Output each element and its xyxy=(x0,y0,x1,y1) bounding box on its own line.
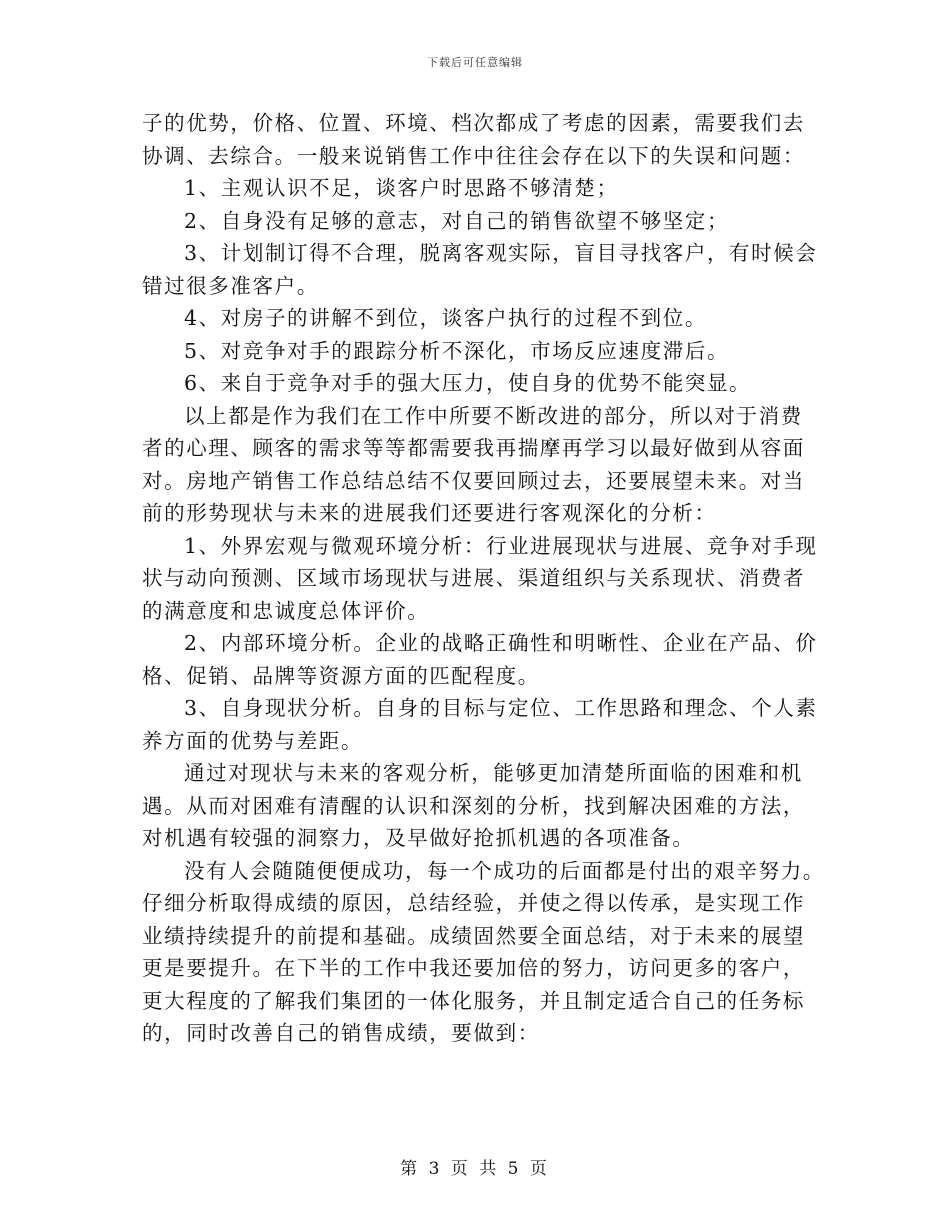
text-line: 1、主观认识不足，谈客户时思路不够清楚； xyxy=(184,176,619,200)
page-header: 下载后可任意编辑 xyxy=(427,56,523,69)
text-line: 更是要提升。在下半的工作中我还要加倍的努力，访问更多的客户， xyxy=(142,956,805,980)
text-line: 错过很多准客户。 xyxy=(142,273,319,298)
text-line: 3、计划制订得不合理，脱离客观实际，盲目寻找客户，有时候会 xyxy=(184,241,818,265)
text-line: 子的优势，价格、位置、环境、档次都成了考虑的因素，需要我们去 xyxy=(142,111,805,135)
text-line: 养方面的优势与差距。 xyxy=(142,728,363,753)
text-line: 以上都是作为我们在工作中所要不断改进的部分，所以对于消费 xyxy=(184,403,803,428)
text-line: 对机遇有较强的洞察力，及早做好抢抓机遇的各项准备。 xyxy=(142,826,695,850)
text-line: 更大程度的了解我们集团的一体化服务，并且制定适合自己的任务标 xyxy=(142,988,805,1013)
text-line: 5、对竞争对手的跟踪分析不深化，市场反应速度滞后。 xyxy=(184,338,730,363)
text-line: 格、促销、品牌等资源方面的匹配程度。 xyxy=(142,663,540,688)
text-line: 遇。从而对困难有清醒的认识和深刻的分析，找到解决困难的方法， xyxy=(142,793,805,818)
text-line: 通过对现状与未来的客观分析，能够更加清楚所面临的困难和机 xyxy=(184,761,803,785)
text-line: 者的心理、顾客的需求等等都需要我再揣摩再学习以最好做到从容面 xyxy=(142,436,805,460)
text-line: 对。房地产销售工作总结总结不仅要回顾过去，还要展望未来。对当 xyxy=(142,468,805,493)
page-footer: 第 3 页 共 5 页 xyxy=(400,1159,550,1179)
text-line: 2、自身没有足够的意志，对自己的销售欲望不够坚定； xyxy=(184,208,730,233)
text-line: 的，同时改善自己的销售成绩，要做到： xyxy=(142,1021,540,1045)
text-line: 4、对房子的讲解不到位，谈客户执行的过程不到位。 xyxy=(184,306,707,330)
body-text xyxy=(142,107,825,1050)
text-line: 没有人会随随便便成功，每一个成功的后面都是付出的艰辛努力。 xyxy=(184,858,825,883)
text-line: 协调、去综合。一般来说销售工作中往往会存在以下的失误和问题： xyxy=(142,143,805,168)
text-line: 1、外界宏观与微观环境分析：行业进展现状与进展、竞争对手现 xyxy=(184,533,818,558)
text-line: 前的形势现状与未来的进展我们还要进行客观深化的分析： xyxy=(142,501,717,525)
text-line: 6、来自于竞争对手的强大压力，使自身的优势不能突显。 xyxy=(184,371,752,395)
text-line: 仔细分析取得成绩的原因，总结经验，并使之得以传承，是实现工作 xyxy=(142,891,805,915)
text-line: 2、内部环境分析。企业的战略正确性和明晰性、企业在产品、价 xyxy=(184,631,818,655)
text-line: 业绩持续提升的前提和基础。成绩固然要全面总结，对于未来的展望 xyxy=(142,923,805,948)
text-line: 状与动向预测、区域市场现状与进展、渠道组织与关系现状、消费者 xyxy=(142,566,805,590)
text-line: 的满意度和忠诚度总体评价。 xyxy=(142,598,430,623)
text-line: 3、自身现状分析。自身的目标与定位、工作思路和理念、个人素 xyxy=(184,696,818,720)
